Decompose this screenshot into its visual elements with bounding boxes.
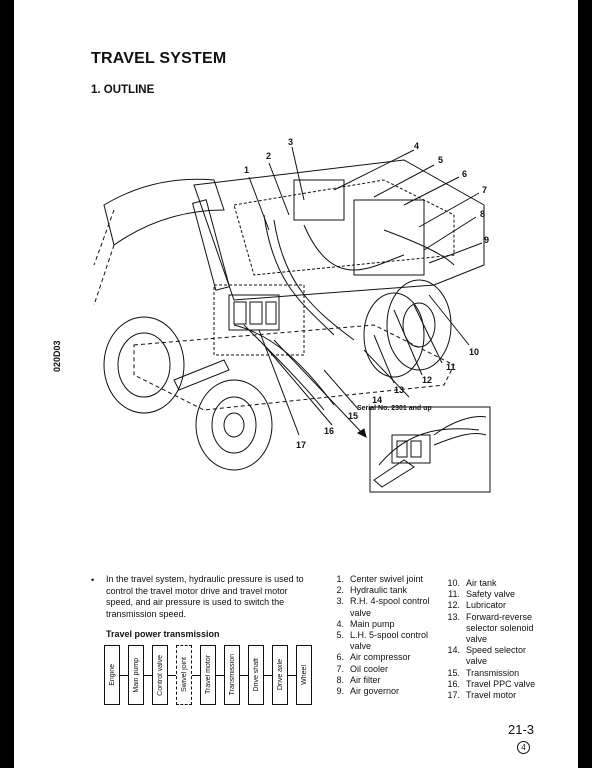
flow-arrow bbox=[264, 645, 272, 705]
flow-arrow bbox=[120, 645, 128, 705]
callout-11: 11 bbox=[446, 362, 456, 372]
parts-legend-col2 bbox=[442, 578, 535, 701]
callout-13: 13 bbox=[394, 385, 405, 395]
page-number: 21-3 bbox=[508, 722, 535, 737]
legend-item: 5. L.H. 5-spool control valve bbox=[336, 630, 429, 652]
legend-item: 3. R.H. 4-spool control valve bbox=[336, 596, 430, 618]
flow-step-control-valve: Control valve bbox=[152, 645, 168, 705]
callout-2: 2 bbox=[266, 151, 272, 161]
callout-8: 8 bbox=[480, 209, 486, 219]
flow-step-main-pump: Main pump bbox=[128, 645, 144, 705]
callout-7: 7 bbox=[482, 185, 488, 195]
legend-item: 1. Center swivel joint bbox=[336, 574, 424, 584]
callout-14: 14 bbox=[372, 395, 383, 405]
flow-arrow bbox=[216, 645, 224, 705]
callout-6: 6 bbox=[462, 169, 468, 179]
flow-step-engine: Engine bbox=[104, 645, 120, 705]
power-transmission-flow bbox=[104, 645, 312, 705]
parts-legend-col1 bbox=[326, 574, 430, 697]
flow-arrow bbox=[144, 645, 152, 705]
legend-item: 2. Hydraulic tank bbox=[336, 585, 408, 596]
callout-5: 5 bbox=[438, 155, 444, 165]
flow-step-drive-axle: Drive axle bbox=[272, 645, 288, 705]
revision-mark: 4 bbox=[517, 741, 530, 754]
page-title: TRAVEL SYSTEM bbox=[91, 50, 227, 67]
callout-15: 15 bbox=[348, 411, 359, 421]
callout-10: 10 bbox=[469, 347, 480, 357]
callout-17: 17 bbox=[296, 440, 307, 450]
legend-item: 11. Safety valve bbox=[448, 589, 516, 600]
legend-item: 4. Main pump bbox=[336, 618, 395, 629]
travel-system-illustration bbox=[74, 135, 514, 495]
flow-step-transmission: Transmission bbox=[224, 645, 240, 705]
legend-item: 7. Oil cooler bbox=[336, 663, 389, 674]
side-code: 020D03 bbox=[52, 340, 62, 372]
callout-12: 12 bbox=[422, 375, 433, 385]
callout-16: 16 bbox=[324, 426, 335, 436]
flow-step-swivel-joint: Swivel joint bbox=[176, 645, 192, 705]
power-transmission-title: Travel power transmission bbox=[106, 629, 220, 639]
manual-page bbox=[14, 0, 578, 768]
legend-item: 15. Transmission bbox=[447, 667, 520, 678]
flow-arrow bbox=[240, 645, 248, 705]
legend-item: 13. Forward-reverse selector solenoid valve bbox=[447, 611, 534, 645]
legend-item: 9. Air governor bbox=[336, 686, 400, 697]
flow-step-drive-shaft: Drive shaft bbox=[248, 645, 264, 705]
legend-item: 12. Lubricator bbox=[447, 600, 507, 611]
legend-item: 16. Travel PPC valve bbox=[447, 678, 536, 689]
callout-4: 4 bbox=[414, 141, 420, 151]
flow-arrow bbox=[288, 645, 296, 705]
flow-arrow bbox=[168, 645, 176, 705]
callout-3: 3 bbox=[288, 137, 294, 147]
legend-item: 6. Air compressor bbox=[336, 652, 411, 663]
intro-bullet: • bbox=[91, 575, 95, 585]
flow-step-travel-motor: Travel motor bbox=[200, 645, 216, 705]
section-heading: 1. OUTLINE bbox=[91, 84, 155, 96]
flow-step-wheel: Wheel bbox=[296, 645, 312, 705]
callout-9: 9 bbox=[484, 235, 490, 245]
flow-arrow bbox=[192, 645, 200, 705]
legend-item: 17. Travel motor bbox=[447, 690, 517, 701]
inset-serial-label: Serial No. 2301 and up bbox=[357, 405, 432, 412]
intro-paragraph: In the travel system, hydraulic pressure is used to control the travel motor drive and travel motor speed, and air pressure is used to switch the transmission speed. bbox=[106, 574, 304, 619]
legend-item: 14. Speed selector valve bbox=[447, 645, 527, 667]
legend-item: 10. Air tank bbox=[447, 578, 497, 588]
legend-item: 8. Air filter bbox=[336, 674, 381, 685]
callout-1: 1 bbox=[244, 165, 250, 175]
